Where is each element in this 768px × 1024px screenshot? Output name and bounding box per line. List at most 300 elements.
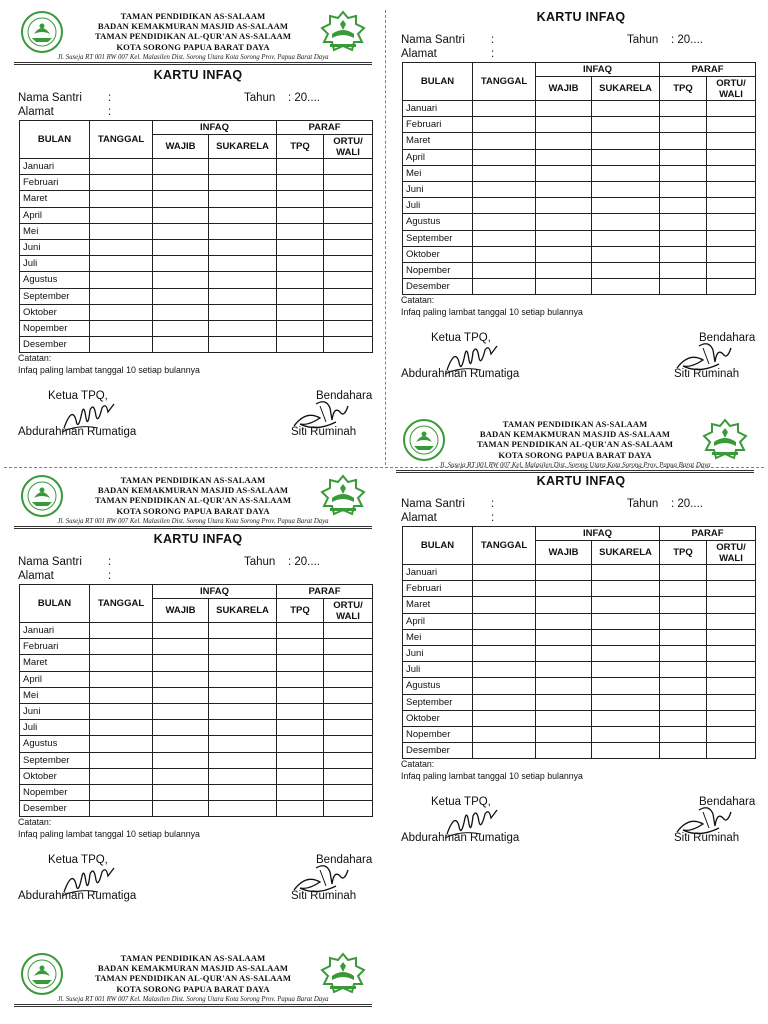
entry-cell[interactable] — [592, 662, 660, 678]
entry-cell[interactable] — [660, 694, 707, 710]
entry-cell[interactable] — [209, 272, 277, 288]
entry-cell[interactable] — [90, 288, 153, 304]
entry-cell[interactable] — [90, 304, 153, 320]
entry-cell[interactable] — [473, 597, 536, 613]
month-row — [403, 230, 756, 246]
entry-cell[interactable] — [473, 230, 536, 246]
entry-cell[interactable] — [707, 149, 756, 165]
entry-cell[interactable] — [707, 117, 756, 133]
entry-cell[interactable] — [153, 159, 209, 175]
bendahara-label: Bendahara — [699, 332, 756, 344]
entry-cell[interactable] — [660, 629, 707, 645]
entry-cell[interactable] — [660, 726, 707, 742]
entry-cell[interactable] — [536, 662, 592, 678]
nama-santri-colon: : — [108, 92, 112, 104]
ketua-label: Ketua TPQ, — [48, 854, 108, 866]
entry-cell[interactable] — [473, 743, 536, 759]
entry-cell[interactable] — [90, 801, 153, 817]
entry-cell[interactable] — [707, 710, 756, 726]
tahun-label: Tahun — [244, 92, 276, 104]
entry-cell[interactable] — [90, 639, 153, 655]
entry-cell[interactable] — [536, 565, 592, 581]
entry-cell[interactable] — [209, 703, 277, 719]
entry-cell[interactable] — [473, 726, 536, 742]
entry-cell[interactable] — [153, 671, 209, 687]
entry-cell[interactable] — [90, 320, 153, 336]
school-seal-icon — [400, 418, 448, 462]
entry-cell[interactable] — [324, 752, 373, 768]
month-row — [403, 710, 756, 726]
entry-cell[interactable] — [707, 565, 756, 581]
entry-cell[interactable] — [707, 597, 756, 613]
entry-cell[interactable] — [153, 191, 209, 207]
entry-cell[interactable] — [660, 645, 707, 661]
entry-cell[interactable] — [536, 694, 592, 710]
entry-cell[interactable] — [592, 726, 660, 742]
entry-cell[interactable] — [707, 662, 756, 678]
entry-cell[interactable] — [277, 784, 324, 800]
entry-cell[interactable] — [277, 288, 324, 304]
letterhead-address: Jl. Suseja RT 001 RW 007 Kel. Malasilen Dist. Sorong Utara Kota Sorong Prov. Papua Barat Daya — [57, 518, 329, 525]
entry-cell[interactable] — [473, 165, 536, 181]
entry-cell[interactable] — [153, 337, 209, 353]
bendahara-name: Siti Ruminah — [291, 890, 357, 902]
entry-cell[interactable] — [707, 743, 756, 759]
entry-cell[interactable] — [473, 565, 536, 581]
entry-cell[interactable] — [324, 623, 373, 639]
entry-cell[interactable] — [153, 272, 209, 288]
entry-cell[interactable] — [277, 239, 324, 255]
month-cell: Oktober — [403, 246, 473, 262]
entry-cell[interactable] — [209, 639, 277, 655]
entry-cell[interactable] — [660, 246, 707, 262]
month-row — [20, 687, 373, 703]
entry-cell[interactable] — [660, 597, 707, 613]
entry-cell[interactable] — [324, 239, 373, 255]
header-bulan: BULAN — [20, 585, 90, 623]
entry-cell[interactable] — [90, 752, 153, 768]
entry-cell[interactable] — [536, 678, 592, 694]
entry-cell[interactable] — [707, 246, 756, 262]
entry-cell[interactable] — [277, 191, 324, 207]
entry-cell[interactable] — [153, 288, 209, 304]
entry-cell[interactable] — [90, 671, 153, 687]
entry-cell[interactable] — [153, 304, 209, 320]
month-cell: Mei — [403, 165, 473, 181]
entry-cell[interactable] — [90, 175, 153, 191]
entry-cell[interactable] — [473, 214, 536, 230]
entry-cell[interactable] — [277, 671, 324, 687]
entry-cell[interactable] — [277, 752, 324, 768]
entry-cell[interactable] — [660, 613, 707, 629]
month-cell: Februari — [403, 581, 473, 597]
entry-cell[interactable] — [707, 726, 756, 742]
entry-cell[interactable] — [324, 159, 373, 175]
entry-cell[interactable] — [592, 565, 660, 581]
entry-cell[interactable] — [277, 159, 324, 175]
entry-cell[interactable] — [473, 279, 536, 295]
entry-cell[interactable] — [660, 581, 707, 597]
entry-cell[interactable] — [707, 198, 756, 214]
entry-cell[interactable] — [473, 133, 536, 149]
entry-cell[interactable] — [473, 149, 536, 165]
entry-cell[interactable] — [277, 736, 324, 752]
infaq-table — [19, 584, 373, 817]
entry-cell[interactable] — [473, 645, 536, 661]
entry-cell[interactable] — [660, 165, 707, 181]
entry-cell[interactable] — [473, 198, 536, 214]
entry-cell[interactable] — [324, 720, 373, 736]
entry-cell[interactable] — [324, 256, 373, 272]
entry-cell[interactable] — [277, 256, 324, 272]
entry-cell[interactable] — [324, 768, 373, 784]
entry-cell[interactable] — [153, 720, 209, 736]
letterhead-line: KOTA SORONG PAPUA BARAT DAYA — [498, 449, 652, 460]
entry-cell[interactable] — [536, 214, 592, 230]
entry-cell[interactable] — [324, 687, 373, 703]
entry-cell[interactable] — [153, 223, 209, 239]
entry-cell[interactable] — [592, 597, 660, 613]
entry-cell[interactable] — [209, 304, 277, 320]
month-row — [20, 159, 373, 175]
entry-cell[interactable] — [707, 613, 756, 629]
entry-cell[interactable] — [277, 223, 324, 239]
entry-cell[interactable] — [536, 613, 592, 629]
entry-cell[interactable] — [592, 581, 660, 597]
entry-cell[interactable] — [153, 256, 209, 272]
entry-cell[interactable] — [473, 613, 536, 629]
entry-cell[interactable] — [473, 710, 536, 726]
entry-cell[interactable] — [592, 613, 660, 629]
entry-cell[interactable] — [660, 181, 707, 197]
entry-cell[interactable] — [707, 279, 756, 295]
entry-cell[interactable] — [660, 565, 707, 581]
entry-cell[interactable] — [707, 133, 756, 149]
entry-cell[interactable] — [536, 710, 592, 726]
entry-cell[interactable] — [277, 687, 324, 703]
card-title: KARTU INFAQ — [536, 474, 626, 488]
entry-cell[interactable] — [473, 694, 536, 710]
entry-cell[interactable] — [592, 678, 660, 694]
entry-cell[interactable] — [707, 165, 756, 181]
entry-cell[interactable] — [209, 159, 277, 175]
entry-cell[interactable] — [473, 581, 536, 597]
entry-cell[interactable] — [277, 304, 324, 320]
letterhead-rule — [396, 472, 754, 473]
entry-cell[interactable] — [473, 101, 536, 117]
month-row — [20, 655, 373, 671]
entry-cell[interactable] — [536, 230, 592, 246]
entry-cell[interactable] — [536, 726, 592, 742]
alamat-colon: : — [108, 570, 112, 582]
entry-cell[interactable] — [536, 581, 592, 597]
month-cell: Oktober — [20, 768, 90, 784]
entry-cell[interactable] — [90, 191, 153, 207]
header-paraf: PARAF — [660, 63, 756, 77]
entry-cell[interactable] — [536, 117, 592, 133]
entry-cell[interactable] — [153, 207, 209, 223]
entry-cell[interactable] — [707, 694, 756, 710]
header-ortu-wali: ORTU/ WALI — [707, 541, 756, 565]
entry-cell[interactable] — [592, 694, 660, 710]
entry-cell[interactable] — [536, 198, 592, 214]
entry-cell[interactable] — [592, 101, 660, 117]
entry-cell[interactable] — [592, 645, 660, 661]
entry-cell[interactable] — [209, 736, 277, 752]
entry-cell[interactable] — [473, 662, 536, 678]
entry-cell[interactable] — [707, 230, 756, 246]
entry-cell[interactable] — [90, 703, 153, 719]
entry-cell[interactable] — [209, 191, 277, 207]
month-row — [20, 288, 373, 304]
entry-cell[interactable] — [153, 784, 209, 800]
entry-cell[interactable] — [277, 272, 324, 288]
entry-cell[interactable] — [90, 207, 153, 223]
entry-cell[interactable] — [473, 262, 536, 278]
entry-cell[interactable] — [473, 117, 536, 133]
entry-cell[interactable] — [153, 703, 209, 719]
entry-cell[interactable] — [153, 320, 209, 336]
letterhead-lines — [70, 475, 316, 516]
entry-cell[interactable] — [324, 703, 373, 719]
entry-cell[interactable] — [277, 320, 324, 336]
header-tpq: TPQ — [660, 77, 707, 101]
entry-cell[interactable] — [90, 784, 153, 800]
entry-cell[interactable] — [592, 743, 660, 759]
entry-cell[interactable] — [707, 181, 756, 197]
entry-cell[interactable] — [660, 149, 707, 165]
entry-cell[interactable] — [592, 117, 660, 133]
entry-cell[interactable] — [153, 639, 209, 655]
entry-cell[interactable] — [324, 288, 373, 304]
entry-cell[interactable] — [536, 181, 592, 197]
month-row — [20, 720, 373, 736]
month-cell: Juni — [403, 181, 473, 197]
entry-cell[interactable] — [536, 101, 592, 117]
month-row — [403, 181, 756, 197]
entry-cell[interactable] — [536, 246, 592, 262]
entry-cell[interactable] — [209, 320, 277, 336]
entry-cell[interactable] — [536, 149, 592, 165]
entry-cell[interactable] — [277, 175, 324, 191]
entry-cell[interactable] — [209, 175, 277, 191]
entry-cell[interactable] — [90, 256, 153, 272]
entry-cell[interactable] — [707, 214, 756, 230]
entry-cell[interactable] — [324, 655, 373, 671]
entry-cell[interactable] — [592, 198, 660, 214]
entry-cell[interactable] — [592, 262, 660, 278]
nama-santri-colon: : — [108, 556, 112, 568]
entry-cell[interactable] — [592, 246, 660, 262]
entry-cell[interactable] — [660, 133, 707, 149]
entry-cell[interactable] — [209, 256, 277, 272]
entry-cell[interactable] — [277, 801, 324, 817]
entry-cell[interactable] — [324, 801, 373, 817]
entry-cell[interactable] — [536, 165, 592, 181]
entry-cell[interactable] — [324, 320, 373, 336]
header-ortu-wali: ORTU/ WALI — [707, 77, 756, 101]
entry-cell[interactable] — [324, 175, 373, 191]
entry-cell[interactable] — [324, 304, 373, 320]
entry-cell[interactable] — [473, 678, 536, 694]
entry-cell[interactable] — [153, 752, 209, 768]
entry-cell[interactable] — [324, 272, 373, 288]
entry-cell[interactable] — [90, 655, 153, 671]
entry-cell[interactable] — [209, 288, 277, 304]
entry-cell[interactable] — [277, 655, 324, 671]
entry-cell[interactable] — [660, 262, 707, 278]
month-row — [403, 726, 756, 742]
month-cell: Maret — [403, 133, 473, 149]
entry-cell[interactable] — [90, 272, 153, 288]
month-row — [403, 279, 756, 295]
entry-cell[interactable] — [324, 191, 373, 207]
entry-cell[interactable] — [660, 198, 707, 214]
entry-cell[interactable] — [536, 597, 592, 613]
entry-cell[interactable] — [592, 629, 660, 645]
entry-cell[interactable] — [277, 703, 324, 719]
entry-cell[interactable] — [707, 629, 756, 645]
entry-cell[interactable] — [536, 279, 592, 295]
month-row — [403, 214, 756, 230]
header-bulan: BULAN — [20, 121, 90, 159]
entry-cell[interactable] — [592, 181, 660, 197]
month-cell: Nopember — [20, 320, 90, 336]
entry-cell[interactable] — [90, 159, 153, 175]
letterhead-rule — [396, 470, 754, 471]
entry-cell[interactable] — [324, 207, 373, 223]
entry-cell[interactable] — [592, 710, 660, 726]
entry-cell[interactable] — [660, 101, 707, 117]
entry-cell[interactable] — [209, 223, 277, 239]
entry-cell[interactable] — [277, 720, 324, 736]
entry-cell[interactable] — [209, 207, 277, 223]
month-row — [20, 752, 373, 768]
entry-cell[interactable] — [660, 662, 707, 678]
entry-cell[interactable] — [90, 720, 153, 736]
entry-cell[interactable] — [153, 655, 209, 671]
entry-cell[interactable] — [90, 223, 153, 239]
entry-cell[interactable] — [209, 671, 277, 687]
entry-cell[interactable] — [660, 214, 707, 230]
entry-cell[interactable] — [153, 239, 209, 255]
letterhead — [396, 418, 754, 474]
entry-cell[interactable] — [536, 645, 592, 661]
entry-cell[interactable] — [660, 230, 707, 246]
month-row — [403, 743, 756, 759]
entry-cell[interactable] — [277, 639, 324, 655]
entry-cell[interactable] — [209, 720, 277, 736]
bendahara-name: Siti Ruminah — [674, 368, 740, 380]
catatan-label: Catatan: — [401, 759, 435, 769]
month-cell: Juni — [20, 239, 90, 255]
letterhead-line: TAMAN PENDIDIKAN AS-SALAAM — [120, 953, 266, 963]
entry-cell[interactable] — [277, 337, 324, 353]
entry-cell[interactable] — [592, 279, 660, 295]
entry-cell[interactable] — [90, 768, 153, 784]
month-row — [403, 198, 756, 214]
month-row — [20, 639, 373, 655]
entry-cell[interactable] — [153, 801, 209, 817]
header-wajib: WAJIB — [536, 541, 592, 565]
entry-cell[interactable] — [707, 581, 756, 597]
entry-cell[interactable] — [707, 645, 756, 661]
entry-cell[interactable] — [277, 623, 324, 639]
entry-cell[interactable] — [707, 678, 756, 694]
entry-cell[interactable] — [324, 784, 373, 800]
entry-cell[interactable] — [536, 262, 592, 278]
entry-cell[interactable] — [209, 784, 277, 800]
entry-cell[interactable] — [324, 639, 373, 655]
entry-cell[interactable] — [660, 710, 707, 726]
month-row — [403, 662, 756, 678]
month-cell: Februari — [20, 175, 90, 191]
entry-cell[interactable] — [90, 623, 153, 639]
entry-cell[interactable] — [209, 687, 277, 703]
month-cell: Agustus — [403, 214, 473, 230]
entry-cell[interactable] — [660, 678, 707, 694]
school-seal-icon — [18, 10, 66, 54]
entry-cell[interactable] — [209, 752, 277, 768]
entry-cell[interactable] — [324, 671, 373, 687]
entry-cell[interactable] — [277, 768, 324, 784]
entry-cell[interactable] — [153, 623, 209, 639]
entry-cell[interactable] — [592, 133, 660, 149]
entry-cell[interactable] — [324, 736, 373, 752]
entry-cell[interactable] — [592, 214, 660, 230]
month-cell: Januari — [403, 101, 473, 117]
month-row — [20, 207, 373, 223]
entry-cell[interactable] — [536, 133, 592, 149]
entry-cell[interactable] — [209, 623, 277, 639]
entry-cell[interactable] — [592, 149, 660, 165]
entry-cell[interactable] — [473, 629, 536, 645]
entry-cell[interactable] — [209, 239, 277, 255]
entry-cell[interactable] — [473, 181, 536, 197]
entry-cell[interactable] — [536, 743, 592, 759]
entry-cell[interactable] — [209, 655, 277, 671]
cut-line-vertical — [385, 10, 386, 465]
entry-cell[interactable] — [209, 768, 277, 784]
entry-cell[interactable] — [90, 239, 153, 255]
entry-cell[interactable] — [324, 337, 373, 353]
entry-cell[interactable] — [660, 743, 707, 759]
entry-cell[interactable] — [324, 223, 373, 239]
entry-cell[interactable] — [536, 629, 592, 645]
entry-cell[interactable] — [90, 337, 153, 353]
entry-cell[interactable] — [153, 175, 209, 191]
entry-cell[interactable] — [592, 230, 660, 246]
tpq-emblem-icon — [700, 418, 750, 462]
entry-cell[interactable] — [209, 801, 277, 817]
month-cell: April — [20, 671, 90, 687]
entry-cell[interactable] — [153, 736, 209, 752]
entry-cell[interactable] — [277, 207, 324, 223]
entry-cell[interactable] — [707, 262, 756, 278]
entry-cell[interactable] — [209, 337, 277, 353]
entry-cell[interactable] — [473, 246, 536, 262]
entry-cell[interactable] — [90, 736, 153, 752]
month-row — [20, 304, 373, 320]
entry-cell[interactable] — [660, 279, 707, 295]
entry-cell[interactable] — [153, 687, 209, 703]
entry-cell[interactable] — [153, 768, 209, 784]
entry-cell[interactable] — [707, 101, 756, 117]
entry-cell[interactable] — [660, 117, 707, 133]
header-tanggal: TANGGAL — [90, 121, 153, 159]
entry-cell[interactable] — [90, 687, 153, 703]
entry-cell[interactable] — [592, 165, 660, 181]
